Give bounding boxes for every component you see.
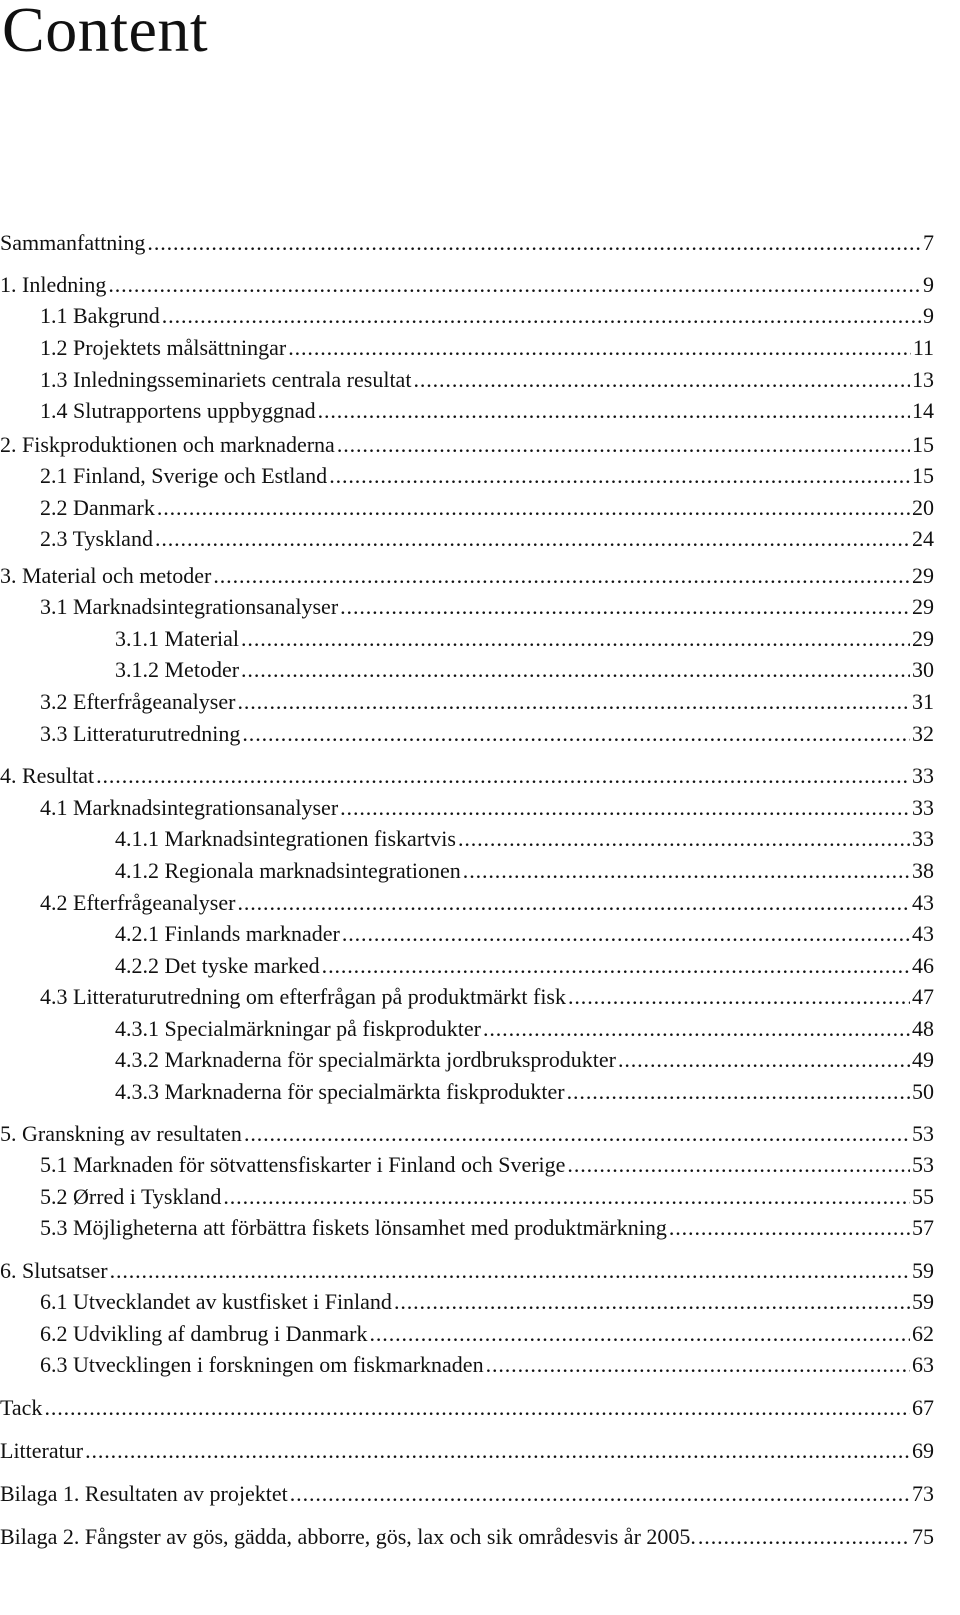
toc-dot-leader (157, 494, 910, 522)
toc-entry-page-number: 49 (912, 1047, 934, 1072)
toc-entry-title: Litteratur (0, 1438, 84, 1463)
toc-entry-title: 4. Resultat (0, 763, 95, 788)
toc-dot-leader (329, 462, 910, 490)
toc-entry[interactable] (0, 983, 934, 1011)
toc-entry-title: 4.1.1 Marknadsintegrationen fiskartvis (115, 826, 456, 851)
toc-entry-title: 2.2 Danmark (40, 495, 155, 520)
toc-dot-leader (483, 1015, 910, 1043)
page-title: Content (2, 0, 209, 65)
toc-dot-leader (486, 1351, 910, 1379)
toc-entry[interactable] (0, 1151, 934, 1179)
toc-entry[interactable] (0, 302, 934, 330)
toc-entry[interactable] (0, 229, 934, 257)
toc-dot-leader (567, 1078, 910, 1106)
toc-entry-title: 3.1.2 Metoder (115, 657, 240, 682)
toc-entry[interactable] (0, 462, 934, 490)
toc-entry-page-number: 38 (912, 858, 934, 883)
toc-entry[interactable] (0, 1394, 934, 1422)
toc-entry-page-number: 9 (923, 303, 934, 328)
toc-entry[interactable] (0, 1320, 934, 1348)
toc-entry-title: Bilaga 2. Fångster av gös, gädda, abborre, gös, lax och sik områdesvis år 2005. (0, 1524, 696, 1549)
toc-entry-page-number: 9 (923, 272, 934, 297)
toc-entry-title: 4.3.3 Marknaderna för specialmärkta fiskprodukter (115, 1079, 565, 1104)
toc-dot-leader (567, 1151, 910, 1179)
toc-entry-page-number: 33 (912, 763, 934, 788)
toc-entry-page-number: 7 (923, 230, 934, 255)
toc-entry-title: 4.2.2 Det tyske marked (115, 953, 320, 978)
toc-entry-title: 3.2 Efterfrågeanalyser (40, 689, 236, 714)
toc-entry[interactable] (0, 1437, 934, 1465)
toc-dot-leader (162, 302, 921, 330)
toc-dot-leader (290, 1480, 910, 1508)
toc-entry-page-number: 43 (912, 921, 934, 946)
toc-entry[interactable] (0, 1078, 934, 1106)
toc-entry-title: 5.3 Möjligheterna att förbättra fiskets lönsamhet med produktmärkning (40, 1215, 667, 1240)
toc-dot-leader (370, 1320, 911, 1348)
toc-entry-page-number: 53 (912, 1121, 934, 1146)
toc-entry[interactable] (0, 334, 934, 362)
toc-dot-leader (223, 1183, 910, 1211)
toc-entry-title: 1. Inledning (0, 272, 107, 297)
toc-entry-title: 6.2 Udvikling af dambrug i Danmark (40, 1321, 368, 1346)
toc-entry[interactable] (0, 625, 934, 653)
toc-dot-leader (110, 1257, 910, 1285)
toc-entry[interactable] (0, 1523, 934, 1551)
toc-dot-leader (237, 688, 910, 716)
toc-entry-page-number: 20 (912, 495, 934, 520)
toc-entry[interactable] (0, 1120, 934, 1148)
toc-entry[interactable] (0, 794, 934, 822)
toc-entry-title: 1.3 Inledningsseminariets centrala resultat (40, 367, 412, 392)
toc-dot-leader (213, 562, 910, 590)
toc-entry-title: 2.3 Tyskland (40, 526, 153, 551)
toc-dot-leader (342, 920, 910, 948)
toc-entry-page-number: 47 (912, 984, 934, 1009)
toc-entry[interactable] (0, 762, 934, 790)
toc-entry-page-number: 63 (912, 1352, 934, 1377)
toc-entry-title: Bilaga 1. Resultaten av projektet (0, 1481, 288, 1506)
toc-dot-leader (340, 794, 910, 822)
toc-dot-leader (241, 656, 910, 684)
toc-dot-leader (96, 762, 910, 790)
toc-entry-title: 4.2 Efterfrågeanalyser (40, 890, 236, 915)
toc-entry-page-number: 32 (912, 721, 934, 746)
toc-entry-page-number: 75 (912, 1524, 934, 1549)
toc-entry[interactable] (0, 397, 934, 425)
toc-dot-leader (147, 229, 921, 257)
toc-dot-leader (394, 1288, 910, 1316)
toc-entry[interactable] (0, 1480, 934, 1508)
toc-dot-leader (155, 525, 910, 553)
toc-entry-title: 3.1 Marknadsintegrationsanalyser (40, 594, 339, 619)
toc-entry-title: 5.1 Marknaden för sötvattensfiskarter i Finland och Sverige (40, 1152, 566, 1177)
toc-entry-title: 3.1.1 Material (115, 626, 240, 651)
toc-entry-page-number: 46 (912, 953, 934, 978)
toc-entry-page-number: 15 (912, 463, 934, 488)
toc-dot-leader (318, 397, 910, 425)
toc-dot-leader (288, 334, 911, 362)
toc-dot-leader (44, 1394, 910, 1422)
toc-entry-title: 4.3.1 Specialmärkningar på fiskprodukter (115, 1016, 481, 1041)
toc-entry-page-number: 43 (912, 890, 934, 915)
toc-dot-leader (340, 593, 910, 621)
toc-entry-title: 2. Fiskproduktionen och marknaderna (0, 432, 335, 457)
toc-entry-page-number: 29 (912, 594, 934, 619)
toc-entry-page-number: 69 (912, 1438, 934, 1463)
toc-entry-page-number: 14 (912, 398, 934, 423)
toc-dot-leader (698, 1523, 910, 1551)
toc-dot-leader (568, 983, 910, 1011)
toc-entry[interactable] (0, 1257, 934, 1285)
toc-entry-page-number: 13 (912, 367, 934, 392)
toc-entry-title: 4.2.1 Finlands marknader (115, 921, 340, 946)
toc-entry[interactable] (0, 1288, 934, 1316)
toc-dot-leader (463, 857, 910, 885)
toc-entry-page-number: 29 (912, 563, 934, 588)
toc-entry-title: 4.1.2 Regionala marknadsintegrationen (115, 858, 461, 883)
toc-entry[interactable] (0, 562, 934, 590)
toc-entry-page-number: 30 (912, 657, 934, 682)
toc-entry-title: 2.1 Finland, Sverige och Estland (40, 463, 328, 488)
toc-dot-leader (108, 271, 921, 299)
toc-entry-title: 6.3 Utvecklingen i forskningen om fiskmarknaden (40, 1352, 484, 1377)
toc-entry-page-number: 24 (912, 526, 934, 551)
toc-entry[interactable] (0, 431, 934, 459)
toc-entry-page-number: 15 (912, 432, 934, 457)
toc-dot-leader (322, 952, 910, 980)
toc-entry[interactable] (0, 1183, 934, 1211)
toc-entry[interactable] (0, 1046, 934, 1074)
toc-entry[interactable] (0, 1214, 934, 1242)
toc-entry-page-number: 48 (912, 1016, 934, 1041)
toc-entry-page-number: 53 (912, 1152, 934, 1177)
toc-entry-page-number: 11 (912, 335, 934, 360)
toc-entry[interactable] (0, 825, 934, 853)
toc-dot-leader (458, 825, 910, 853)
toc-entry[interactable] (0, 1351, 934, 1379)
toc-entry-page-number: 33 (912, 795, 934, 820)
toc-entry-title: Tack (0, 1395, 43, 1420)
toc-entry-title: 6. Slutsatser (0, 1258, 108, 1283)
toc-entry[interactable] (0, 366, 934, 394)
toc-entry-page-number: 59 (912, 1258, 934, 1283)
toc-entry-page-number: 62 (912, 1321, 934, 1346)
toc-entry-page-number: 57 (912, 1215, 934, 1240)
toc-dot-leader (413, 366, 910, 394)
toc-entry-page-number: 67 (912, 1395, 934, 1420)
toc-entry-title: 3. Material och metoder (0, 563, 212, 588)
toc-entry-page-number: 55 (912, 1184, 934, 1209)
toc-entry[interactable] (0, 271, 934, 299)
toc-entry-page-number: 29 (912, 626, 934, 651)
toc-entry-title: 3.3 Litteraturutredning (40, 721, 241, 746)
toc-dot-leader (337, 431, 910, 459)
toc-entry[interactable] (0, 857, 934, 885)
toc-entry-title: 1.1 Bakgrund (40, 303, 160, 328)
toc-entry[interactable] (0, 952, 934, 980)
toc-entry[interactable] (0, 889, 934, 917)
toc-entry-page-number: 59 (912, 1289, 934, 1314)
toc-dot-leader (85, 1437, 910, 1465)
toc-entry-title: Sammanfattning (0, 230, 146, 255)
toc-dot-leader (241, 625, 910, 653)
toc-entry-title: 4.1 Marknadsintegrationsanalyser (40, 795, 339, 820)
toc-dot-leader (242, 720, 910, 748)
toc-entry[interactable] (0, 593, 934, 621)
toc-entry-title: 1.4 Slutrapportens uppbyggnad (40, 398, 316, 423)
toc-entry[interactable] (0, 720, 934, 748)
toc-dot-leader (237, 889, 910, 917)
toc-dot-leader (618, 1046, 910, 1074)
toc-entry-title: 5. Granskning av resultaten (0, 1121, 242, 1146)
toc-entry[interactable] (0, 1015, 934, 1043)
toc-entry[interactable] (0, 525, 934, 553)
toc-entry-title: 1.2 Projektets målsättningar (40, 335, 287, 360)
toc-entry[interactable] (0, 688, 934, 716)
toc-dot-leader (669, 1214, 910, 1242)
toc-dot-leader (244, 1120, 910, 1148)
toc-entry[interactable] (0, 920, 934, 948)
toc-entry-title: 4.3.2 Marknaderna för specialmärkta jordbruksprodukter (115, 1047, 616, 1072)
toc-entry-page-number: 31 (912, 689, 934, 714)
toc-entry[interactable] (0, 656, 934, 684)
toc-entry-page-number: 73 (912, 1481, 934, 1506)
toc-entry-title: 5.2 Ørred i Tyskland (40, 1184, 222, 1209)
toc-entry-page-number: 50 (912, 1079, 934, 1104)
toc-entry-title: 6.1 Utvecklandet av kustfisket i Finland (40, 1289, 392, 1314)
toc-entry-page-number: 33 (912, 826, 934, 851)
toc-entry-title: 4.3 Litteraturutredning om efterfrågan på produktmärkt fisk (40, 984, 566, 1009)
toc-entry[interactable] (0, 494, 934, 522)
